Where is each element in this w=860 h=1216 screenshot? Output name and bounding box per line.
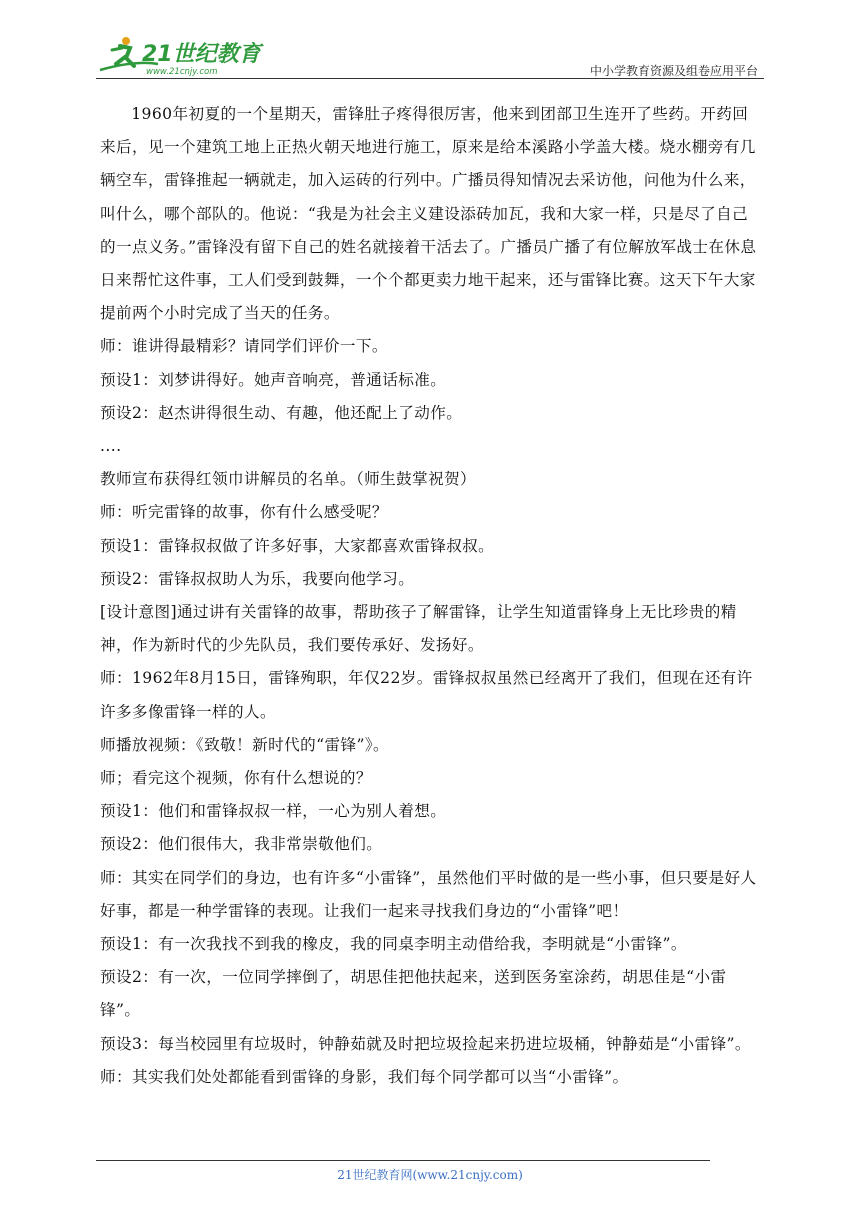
paragraph: 预设3：每当校园里有垃圾时，钟静茹就及时把垃圾捡起来扔进垃圾桶，钟静茹是“小雷锋”。 [100,1034,751,1053]
paragraph: 预设2：有一次，一位同学摔倒了，胡思佳把他扶起来，送到医务室涂药，胡思佳是“小雷锋”。 [100,968,727,1020]
footer-divider [96,1160,710,1161]
design-intent-paragraph: [设计意图]通过讲有关雷锋的故事，帮助孩子了解雷锋，让学生知道雷锋身上无比珍贵的精神，作为新时代的少先队员，我们要传承好、发扬好。 [100,603,737,655]
header-divider [96,78,764,79]
21cnjy-logo [96,34,271,78]
paragraph: 师：其实在同学们的身边，也有许多“小雷锋”，虽然他们平时做的是一些小事，但只要是好人好事，都是一种学雷锋的表现。让我们一起来寻找我们身边的“小雷锋”吧！ [100,868,757,920]
paragraph: 师：谁讲得最精彩？请同学们评价一下。 [100,337,388,356]
paragraph: 预设2：他们很伟大，我非常崇敬他们。 [100,835,383,854]
paragraph: 预设1：雷锋叔叔做了许多好事，大家都喜欢雷锋叔叔。 [100,536,495,555]
paragraph: 教师宣布获得红领巾讲解员的名单。（师生鼓掌祝贺） [100,470,477,489]
paragraph: 师：听完雷锋的故事，你有什么感受呢？ [100,503,388,522]
svg-text:21世纪教育: 21世纪教育 [142,42,261,67]
story-paragraph: 1960年初夏的一个星期天，雷锋肚子疼得很厉害，他来到团部卫生连开了些药。开药回来后，见一个建筑工地上正热火朝天地进行施工，原来是给本溪路小学盖大楼。烧水棚旁有几辆空车，雷锋推起一辆就走，加入运砖的行列中。广播员得知情况去采访他，问他为什么来，叫什么，哪个部队的。他说：“我是为社会主义建设添砖加瓦，我和大家一样，只是尽了自己的一点义务。”雷锋没有留下自己的姓名就接着干活去了。广播员广播了有位解放军战士在休息日来帮忙这件事，工人们受到鼓舞，一个个都更卖力地干起来，还与雷锋比赛。这天下午大家提前两个小时完成了当天的任务。 [100,105,757,323]
paragraph: 预设1：有一次我找不到我的橡皮，我的同桌李明主动借给我，李明就是“小雷锋”。 [100,935,687,954]
paragraph: 预设2：赵杰讲得很生动、有趣，他还配上了动作。 [100,403,463,422]
paragraph: 预设1：他们和雷锋叔叔一样，一心为别人着想。 [100,802,447,821]
paragraph: 预设2：雷锋叔叔助人为乐，我要向他学习。 [100,569,415,588]
paragraph: 师：1962年8月15日，雷锋殉职，年仅22岁。雷锋叔叔虽然已经离开了我们，但现在还有许许多多像雷锋一样的人。 [100,669,753,721]
svg-text:www.21cnjy.com: www.21cnjy.com [146,67,218,77]
paragraph: 师：其实我们处处都能看到雷锋的身影，我们每个同学都可以当“小雷锋”。 [100,1067,629,1086]
paragraph: 师；看完这个视频，你有什么想说的？ [100,769,372,788]
paragraph: 师播放视频：《致敬！新时代的“雷锋”》。 [100,735,390,754]
page-header [96,34,764,82]
platform-title: 中小学教育资源及组卷应用平台 [589,64,758,78]
ellipsis-line: .... [100,437,122,456]
paragraph: 预设1：刘梦讲得好。她声音响亮，普通话标准。 [100,370,447,389]
footer-text[interactable]: 21世纪教育网(www.21cnjy.com) [337,1168,523,1182]
document-body [100,98,764,1094]
